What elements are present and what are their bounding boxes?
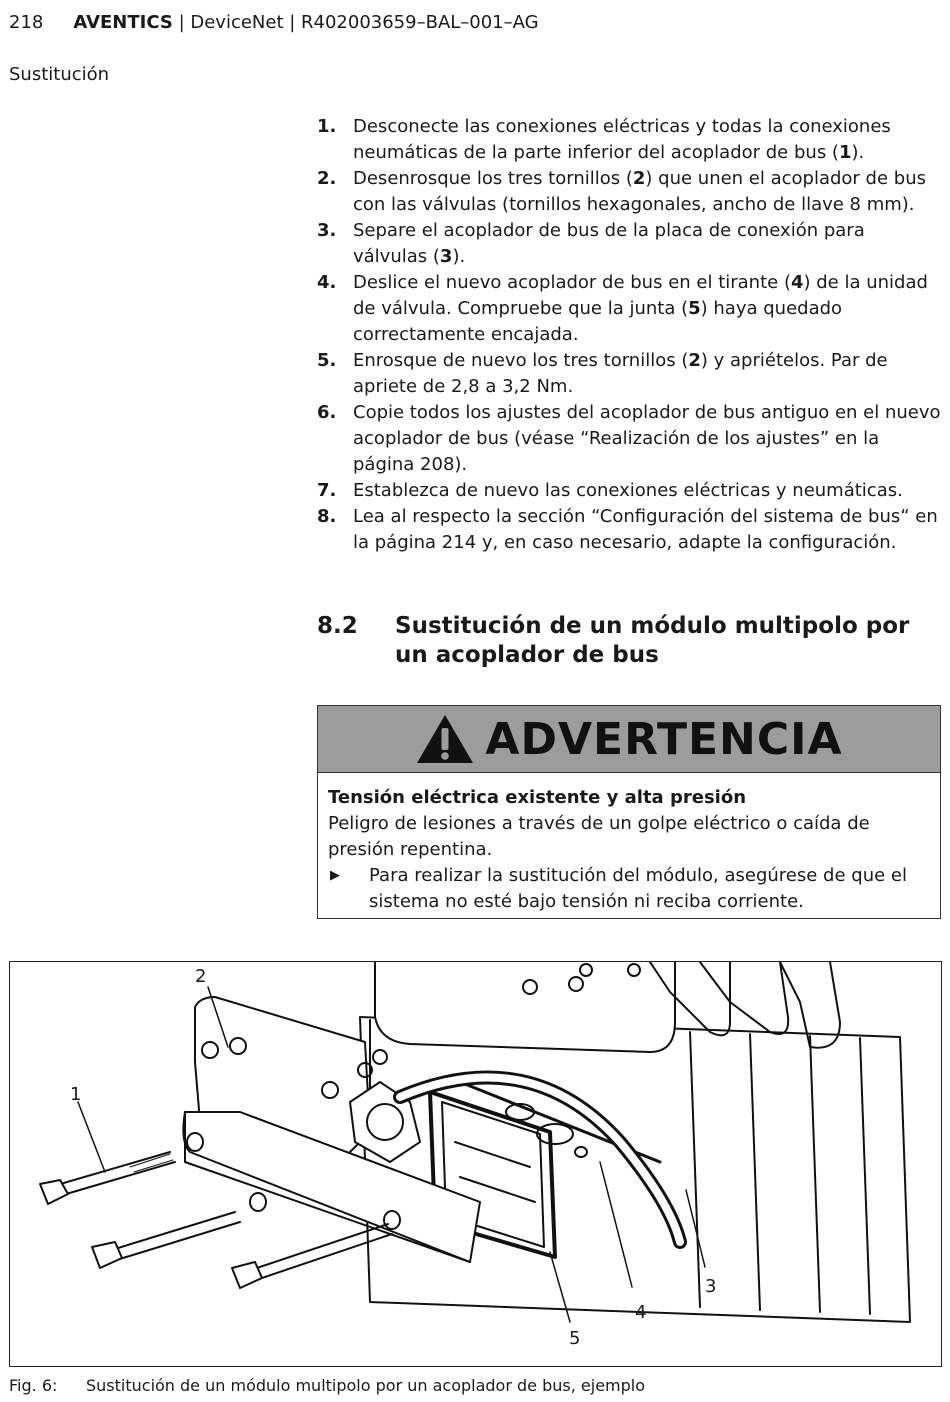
warning-body	[318, 773, 940, 915]
callout-1: 1	[70, 1084, 82, 1105]
step-number: 5.	[317, 350, 337, 371]
step-item	[317, 166, 942, 218]
brand-name: AVENTICS	[73, 12, 173, 33]
figure-label: Fig. 6:	[9, 1376, 58, 1395]
warning-text: Peligro de lesiones a través de un golpe eléctrico o caída de presión repentina.	[328, 813, 870, 860]
step-text: Deslice el nuevo acoplador de bus en el tirante (	[353, 272, 791, 293]
section-title: Sustitución de un módulo multipolo por un acoplador de bus	[395, 613, 910, 668]
step-text: ) de la unidad de válvula. Compruebe que la junta (	[353, 272, 928, 319]
step-text: Desconecte las conexiones eléctricas y todas la conexiones neumáticas de la parte inferior del acoplador de bus (	[353, 116, 891, 163]
callout-5: 5	[569, 1328, 581, 1349]
warning-box	[317, 705, 941, 919]
bullet-arrow-icon: ▶	[330, 868, 340, 883]
step-reference: 5	[688, 298, 701, 319]
callout-4: 4	[635, 1302, 647, 1323]
exploded-view-drawing	[10, 962, 942, 1367]
step-item	[317, 478, 942, 504]
figure-caption	[9, 1376, 646, 1395]
callout-2: 2	[195, 966, 207, 987]
warning-title: ADVERTENCIA	[485, 713, 843, 765]
warning-heading: Tensión eléctrica existente y alta presión	[328, 787, 747, 808]
page-number: 218	[9, 12, 44, 33]
step-number: 6.	[317, 402, 337, 423]
step-item	[317, 218, 942, 270]
figure-caption-text: Sustitución de un módulo multipolo por un acoplador de bus, ejemplo	[86, 1376, 646, 1395]
step-item	[317, 348, 942, 400]
document-id: | DeviceNet | R402003659–BAL–001–AG	[172, 12, 539, 33]
instruction-list	[317, 114, 942, 556]
step-text: ) y apriételos. Par de apriete de 2,8 a 3,2 Nm.	[353, 350, 888, 397]
step-text: Lea al respecto la sección “Configuración del sistema de bus“ en la página 214 y, en caso necesario, adapte la configuración.	[353, 506, 938, 553]
warning-triangle-icon	[415, 713, 475, 765]
step-text: ) que unen el acoplador de bus con las válvulas (tornillos hexagonales, ancho de llave 8 mm).	[353, 168, 926, 215]
warning-action	[328, 863, 930, 915]
step-text: Establezca de nuevo las conexiones eléctricas y neumáticas.	[353, 480, 903, 501]
callout-3: 3	[705, 1276, 717, 1297]
step-item	[317, 114, 942, 166]
step-text: ).	[851, 142, 865, 163]
step-item	[317, 270, 942, 348]
step-text: ) haya quedado correctamente encajada.	[353, 298, 843, 345]
step-reference: 4	[790, 272, 804, 293]
step-number: 2.	[317, 168, 337, 189]
step-number: 4.	[317, 272, 337, 293]
step-reference: 2	[688, 350, 701, 371]
section-number: 8.2	[317, 613, 358, 639]
step-number: 8.	[317, 506, 337, 527]
step-text: Desenrosque los tres tornillos (	[353, 168, 633, 189]
chapter-label: Sustitución	[9, 64, 110, 85]
step-text: ).	[452, 246, 466, 267]
step-reference: 1	[838, 142, 852, 163]
step-item	[317, 504, 942, 556]
step-text: Separe el acoplador de bus de la placa de conexión para válvulas (	[353, 220, 865, 267]
step-number: 1.	[317, 116, 337, 137]
step-reference: 3	[439, 246, 453, 267]
step-reference: 2	[632, 168, 646, 189]
step-text: Copie todos los ajustes del acoplador de bus antiguo en el nuevo acoplador de bus (véase “Realización de los ajustes” en la página 208).	[353, 402, 941, 475]
step-text: Enrosque de nuevo los tres tornillos (	[353, 350, 689, 371]
section-heading	[317, 612, 942, 670]
step-number: 7.	[317, 480, 337, 501]
step-item	[317, 400, 942, 478]
warning-header	[318, 706, 940, 773]
figure-6-illustration	[9, 961, 942, 1367]
step-number: 3.	[317, 220, 337, 241]
warning-action-text: Para realizar la sustitución del módulo, asegúrese de que el sistema no esté bajo tensión ni reciba corriente.	[369, 865, 907, 912]
page-header	[9, 12, 539, 33]
